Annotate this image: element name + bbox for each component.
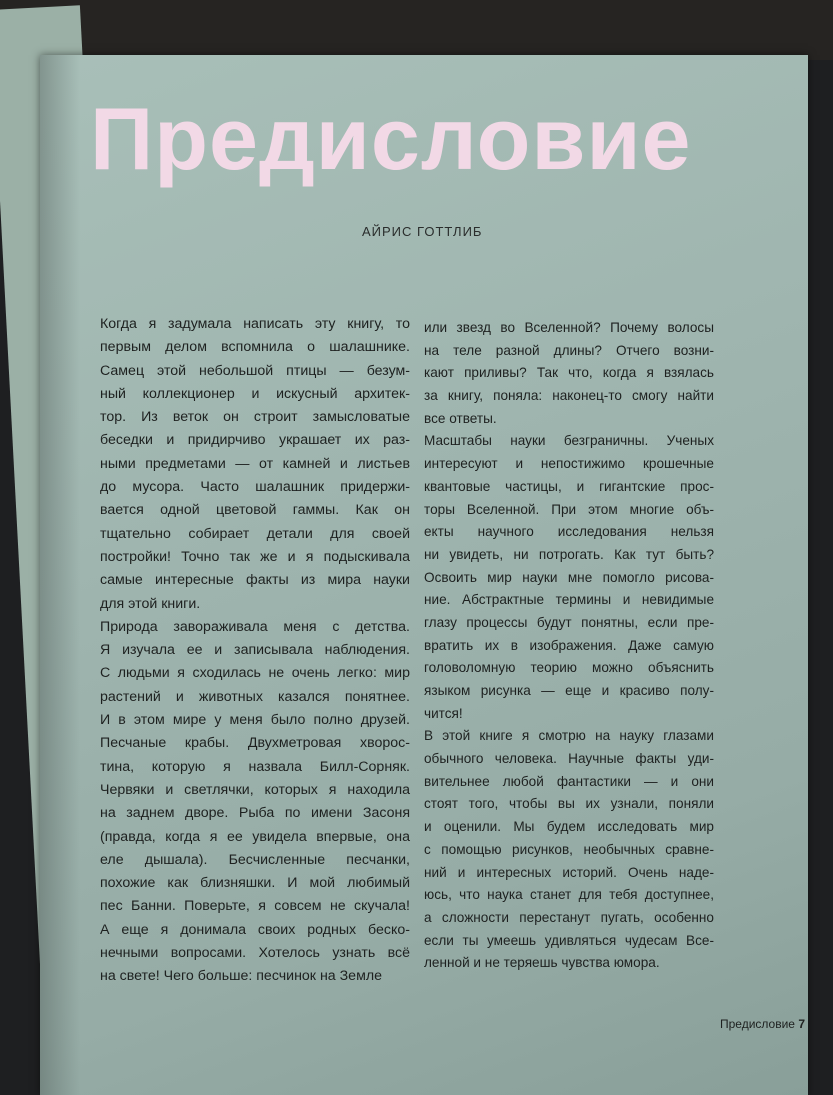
text-line: если ты умеешь удивляться чудесам Все- xyxy=(424,932,714,948)
text-line: В этой книге я смотрю на науку глазами xyxy=(424,728,714,744)
text-line: с помощью рисунков, необычных сравне- xyxy=(424,841,714,857)
text-line: все ответы. xyxy=(424,410,497,426)
text-line: первым делом вспомнила о шалашнике. xyxy=(100,339,410,356)
text-line: растений и животных казался понятнее. xyxy=(100,688,410,705)
text-line: ными предметами — от камней и листьев xyxy=(100,455,410,472)
text-line: кают приливы? Так что, когда я взялась xyxy=(424,365,714,381)
text-line: ний и интересных историй. Очень наде- xyxy=(424,864,714,880)
text-line: на свете! Чего больше: песчинок на Земле xyxy=(100,968,382,985)
page-title: Предисловие xyxy=(90,89,692,188)
text-line: Я изучала ее и записывала наблюдения. xyxy=(100,642,410,659)
text-line: на теле разной длины? Отчего возни- xyxy=(424,342,714,358)
text-line: а сложности перестанут пугать, особенно xyxy=(424,909,714,925)
text-line: вительнее любой фантастики — и они xyxy=(424,773,714,789)
text-line: И в этом мире у меня было полно друзей. xyxy=(100,712,410,729)
text-line: постройки! Точно так же и я подыскивала xyxy=(100,548,410,565)
text-line: и оценили. Мы будем исследовать мир xyxy=(424,819,714,835)
text-line: квантовые частицы, и гигантские прос- xyxy=(424,478,714,494)
text-line: торы Вселенной. При этом многие объ- xyxy=(424,501,714,517)
text-line: на заднем дворе. Рыба по имени Засоня xyxy=(100,805,410,822)
text-line: юсь, что наука станет для тебя доступнее, xyxy=(424,887,714,903)
text-line: для этой книги. xyxy=(100,595,201,612)
text-line: (правда, когда я ее увидела впервые, она xyxy=(100,828,410,845)
text-line: ленной и не теряешь чувства юмора. xyxy=(424,955,660,971)
text-line: интересуют и непостижимо крошечные xyxy=(424,456,714,472)
text-line: головоломную теорию можно объяснить xyxy=(424,660,714,676)
text-line: пес Банни. Поверьте, я совсем не скучала! xyxy=(100,898,410,915)
page-number: 7 xyxy=(798,1017,806,1031)
footer-section-label: Предисловие xyxy=(720,1017,795,1031)
text-line: или звезд во Вселенной? Почему волосы xyxy=(424,320,714,335)
text-line: самые интересные факты из мира науки xyxy=(100,572,410,589)
page-footer xyxy=(720,1017,805,1031)
text-line: похожие как близняшки. И мой любимый xyxy=(100,875,410,892)
text-line: Природа завораживала меня с детства. xyxy=(100,618,410,635)
text-column-left xyxy=(100,313,410,989)
text-line: нечными вопросами. Хотелось узнать всё xyxy=(100,945,410,962)
page-gutter-shadow xyxy=(40,55,80,1095)
text-line: Масштабы науки безграничны. Ученых xyxy=(424,433,714,449)
text-line: вратить их в изображения. Даже самую xyxy=(424,637,714,653)
text-line: еле дышала). Бесчисленные песчанки, xyxy=(100,851,410,868)
text-line: ни увидеть, ни потрогать. Как тут быть? xyxy=(424,546,714,562)
text-line: тщательно собирает детали для своей xyxy=(100,525,410,542)
text-line: ние. Абстрактные термины и невидимые xyxy=(424,592,714,608)
text-line: Песчаные крабы. Двухметровая хворос- xyxy=(100,735,410,752)
text-column-right xyxy=(424,317,714,975)
text-line: беседки и придирчиво украшает их раз- xyxy=(100,432,410,449)
text-line: ный коллекционер и искусный архитек- xyxy=(100,385,410,402)
text-line: стоят того, чтобы вы их узнали, поняли xyxy=(424,796,714,812)
text-line: Освоить мир науки мне помогло рисова- xyxy=(424,569,714,585)
background xyxy=(0,0,833,60)
text-line: за книгу, поняла: наконец-то смогу найти xyxy=(424,388,714,404)
text-line: Червяки и светлячки, которых я находила xyxy=(100,781,410,798)
text-line: екты научного исследования нельзя xyxy=(424,524,714,540)
text-line: до мусора. Часто шалашник придержи- xyxy=(100,479,410,496)
text-line: тор. Из веток он строит замысловатые xyxy=(100,409,410,426)
text-line: чится! xyxy=(424,705,463,721)
text-line: Когда я задумала написать эту книгу, то xyxy=(100,316,410,332)
text-line: обычного человека. Научные факты уди- xyxy=(424,751,714,767)
text-line: Самец этой небольшой птицы — безум- xyxy=(100,362,410,379)
text-line: вается одной цветовой гаммы. Как он xyxy=(100,502,410,519)
text-line: С людьми я сходилась не очень легко: мир xyxy=(100,665,410,682)
author-name: АЙРИС ГОТТЛИБ xyxy=(362,224,483,239)
text-line: глазу процессы будут понятны, если пре- xyxy=(424,614,714,630)
text-line: языком рисунка — еще и красиво полу- xyxy=(424,683,714,698)
text-line: тина, которую я назвала Билл-Сорняк. xyxy=(100,758,410,775)
text-line: А еще я донимала своих родных беско- xyxy=(100,921,410,938)
